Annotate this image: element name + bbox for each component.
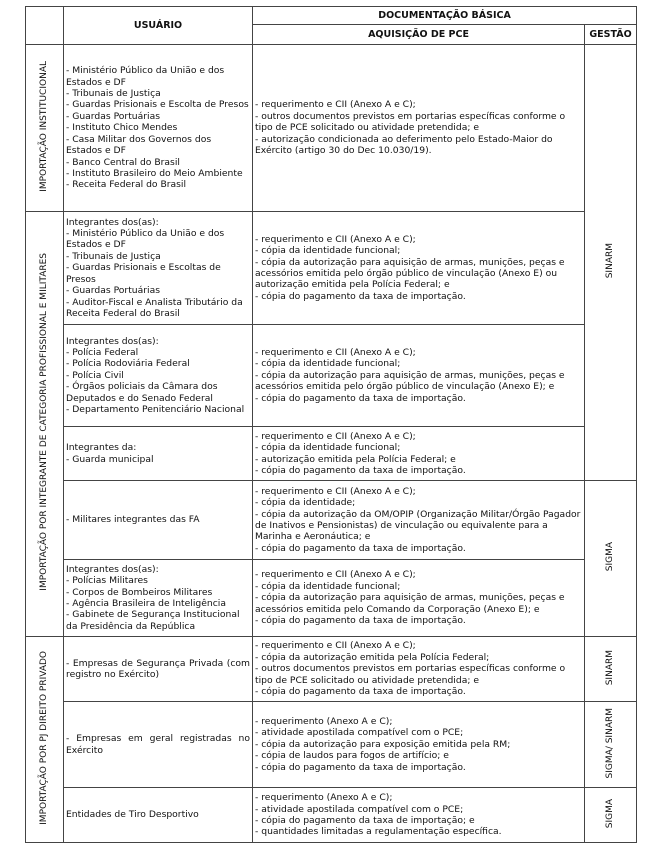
docs-cell	[253, 45, 585, 212]
cell-text-line: - Empresas de Segurança Privada (com registro no Exército)	[66, 657, 250, 680]
table-row	[26, 45, 637, 212]
cell-text-line: - cópia do pagamento da taxa de importação.	[255, 290, 466, 302]
cell-text-line: Entidades de Tiro Desportivo	[66, 809, 199, 821]
user-cell	[64, 212, 253, 325]
cell-text-line: - cópia da autorização para aquisição de armas, munições, peças e acessórios emitida pelo órgão público de vinculação (Anexo E) ou autorização emitida pela Polícia Federal; e	[255, 256, 565, 291]
cell-text-line: - Departamento Penitenciário Nacional	[66, 404, 245, 416]
user-cell	[64, 427, 253, 481]
cell-text-line: - cópia da identidade funcional;	[255, 580, 401, 592]
cell-text-line: - requerimento e CII (Anexo A e C);	[255, 99, 416, 111]
cell-text-line: - requerimento e CII (Anexo A e C);	[255, 485, 416, 497]
cell-text-line: - Receita Federal do Brasil	[66, 179, 187, 191]
cell-text-line: - Órgãos policiais da Câmara dos Deputados e do Senado Federal	[66, 381, 218, 404]
user-cell	[64, 325, 253, 427]
cell-text-line: - autorização condicionada ao deferimento pelo Estado-Maior do Exército (artigo 30 do Dec 10.030/19).	[255, 133, 553, 157]
cell-text-line: - cópia da autorização para aquisição de armas, munições, peças e acessórios emitida pelo órgão público de vinculação (Anexo E); e	[255, 369, 565, 393]
user-cell	[64, 560, 253, 637]
cell-text-line: - autorização emitida pela Polícia Federal; e	[255, 453, 456, 465]
cell-text-line: - Instituto Brasileiro do Meio Ambiente	[66, 167, 243, 179]
header-usuario: USUÁRIO	[64, 7, 253, 45]
gestao-sinarm-pj: SINARM	[585, 637, 637, 702]
cell-text-line: - quantidades limitadas a regulamentação específica.	[255, 826, 502, 838]
docs-cell	[253, 212, 585, 325]
table-row	[26, 325, 637, 427]
cell-text-line: - cópia do pagamento da taxa de importação.	[255, 761, 466, 773]
user-cell	[64, 45, 253, 212]
cell-text-line: - requerimento e CII (Anexo A e C);	[255, 569, 416, 581]
table-row	[26, 702, 637, 788]
header-documentacao: DOCUMENTAÇÃO BÁSICA	[253, 7, 637, 25]
table-row	[26, 212, 637, 325]
cell-text-line: - cópia da autorização para exposição emitida pela RM;	[255, 738, 511, 750]
cell-text-line: - cópia da identidade funcional;	[255, 358, 401, 370]
table-row	[26, 637, 637, 702]
gestao-sinarm: SINARM	[585, 45, 637, 481]
corner-cell	[26, 7, 64, 45]
header-gestao: GESTÃO	[585, 25, 637, 45]
cell-text-line: - atividade apostilada compatível com o PCE;	[255, 803, 464, 815]
cell-text-line: - cópia do pagamento da taxa de importação.	[255, 615, 466, 627]
table-row	[26, 427, 637, 481]
cell-text-line: - Polícia Rodoviária Federal	[66, 358, 190, 370]
cell-text-line: - requerimento e CII (Anexo A e C);	[255, 346, 416, 358]
user-cell	[64, 702, 253, 788]
cell-text-line: - requerimento e CII (Anexo A e C);	[255, 640, 416, 652]
cell-text-line: - cópia da identidade;	[255, 497, 356, 509]
cell-text-line: Integrantes dos(as):	[66, 563, 159, 575]
cell-text-line: - cópia de laudos para fogos de artifício; e	[255, 750, 449, 762]
cell-text-line: - cópia do pagamento da taxa de importação.	[255, 686, 466, 698]
cell-text-line: - Guardas Prisionais e Escolta de Presos	[66, 99, 249, 111]
cell-text-line: - requerimento e CII (Anexo A e C);	[255, 233, 416, 245]
cell-text-line: Integrantes dos(as):	[66, 335, 159, 347]
cell-text-line: - atividade apostilada compatível com o PCE;	[255, 727, 464, 739]
cell-text-line: - Agência Brasileira de Inteligência	[66, 598, 226, 609]
cell-text-line: - cópia do pagamento da taxa de importação.	[255, 542, 466, 554]
cell-text-line: - Polícias Militares	[66, 575, 148, 587]
cell-text-line: - outros documentos previstos em portarias específicas conforme o tipo de PCE solicitado ou atividade pretendida; e	[255, 110, 566, 134]
docs-cell	[253, 427, 585, 481]
gestao-sigma: SIGMA	[585, 481, 637, 637]
cell-text-line: - Guardas Portuárias	[66, 110, 161, 122]
cell-text-line: - requerimento (Anexo A e C);	[255, 715, 393, 727]
cell-text-line: - requerimento (Anexo A e C);	[255, 792, 393, 804]
group-label-categoria: IMPORTAÇÃO POR INTEGRANTE DE CATEGORIA PROFISSIONAL E MILITARES	[26, 212, 64, 637]
group-label-pj: IMPORTAÇÃO POR PJ DIREITO PRIVADO	[26, 637, 64, 843]
gestao-sigma-sinarm: SIGMA/ SINARM	[585, 702, 637, 788]
header-aquisicao: AQUISIÇÃO DE PCE	[253, 25, 585, 45]
docs-cell	[253, 637, 585, 702]
cell-text-line: - cópia da autorização da OM/OPIP (Organização Militar/Órgão Pagador de Inativos e Pensionistas) de vinculação ou equivalente para a Marinha e Aeronáutica; e	[255, 508, 581, 543]
cell-text-line: - Empresas em geral registradas no Exército	[66, 733, 250, 756]
cell-text-line: - Ministério Público da União e dos Estados e DF	[66, 65, 225, 88]
docs-cell	[253, 560, 585, 637]
cell-text-line: Integrantes dos(as):	[66, 216, 159, 228]
cell-text-line: - Guardas Prisionais e Escoltas de Presos	[66, 262, 221, 285]
cell-text-line: - cópia da autorização emitida pela Polícia Federal;	[255, 651, 490, 663]
gestao-sigma-tiro: SIGMA	[585, 788, 637, 843]
cell-text-line: - cópia do pagamento da taxa de importação.	[255, 464, 466, 476]
cell-text-line: - Guarda municipal	[66, 453, 154, 465]
docs-cell	[253, 702, 585, 788]
cell-text-line: - requerimento e CII (Anexo A e C);	[255, 430, 416, 442]
docs-cell	[253, 325, 585, 427]
table-row	[26, 788, 637, 843]
cell-text-line: - Polícia Civil	[66, 369, 124, 381]
cell-text-line: - cópia da identidade funcional;	[255, 442, 401, 454]
cell-text-line: - Casa Militar dos Governos dos Estados e DF	[66, 133, 212, 157]
cell-text-line: - Corpos de Bombeiros Militares	[66, 586, 213, 598]
cell-text-line: - Militares integrantes das FA	[66, 514, 200, 526]
cell-text-line: - Tribunais de Justiça	[66, 88, 161, 100]
table-row	[26, 481, 637, 560]
cell-text-line: - Tribunais de Justiça	[66, 250, 161, 262]
cell-text-line: - cópia do pagamento da taxa de importação; e	[255, 815, 475, 826]
cell-text-line: - Polícia Federal	[66, 346, 139, 358]
cell-text-line: - Instituto Chico Mendes	[66, 122, 178, 134]
cell-text-line: - cópia do pagamento da taxa de importação.	[255, 392, 466, 404]
cell-text-line: - Gabinete de Segurança Institucional da Presidência da República	[66, 609, 240, 632]
user-cell	[64, 788, 253, 843]
docs-cell	[253, 788, 585, 843]
cell-text-line: - Ministério Público da União e dos Estados e DF	[66, 228, 225, 251]
documentation-table	[25, 6, 637, 843]
cell-text-line: - Banco Central do Brasil	[66, 156, 180, 168]
cell-text-line: - Auditor-Fiscal e Analista Tributário da Receita Federal do Brasil	[66, 296, 243, 319]
group-label-institucional: IMPORTAÇÃO INSTITUCIONAL	[26, 45, 64, 212]
cell-text-line: - Guardas Portuárias	[66, 285, 161, 297]
cell-text-line: Integrantes da:	[66, 442, 137, 454]
user-cell	[64, 637, 253, 702]
user-cell	[64, 481, 253, 560]
cell-text-line: - cópia da autorização para aquisição de armas, munições, peças e acessórios emitida pelo Comando da Corporação (Anexo E); e	[255, 592, 565, 615]
docs-cell	[253, 481, 585, 560]
cell-text-line: - cópia da identidade funcional;	[255, 245, 401, 257]
cell-text-line: - outros documentos previstos em portarias específicas conforme o tipo de PCE solicitado ou atividade pretendida; e	[255, 663, 566, 686]
table-row	[26, 560, 637, 637]
